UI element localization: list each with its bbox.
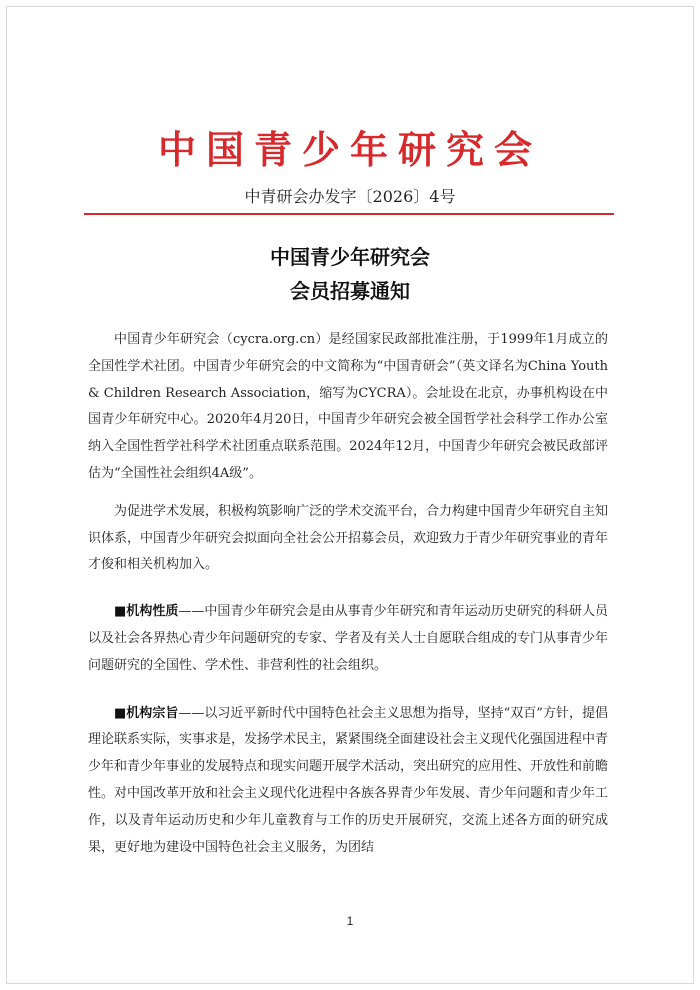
red-divider-rule (84, 213, 614, 215)
section-purpose (88, 701, 608, 862)
notice-title (0, 240, 700, 308)
section-purpose-title: ■机构宗旨 (114, 705, 179, 721)
notice-body (88, 327, 608, 861)
section-nature-text: ——中国青少年研究会是由从事青少年研究和青年运动历史研究的科研人员以及社会各界热心青少年问题研究的专家、学者及有关人士自愿联合组成的专门从事青少年问题研究的全国性、学术性、非营利性的社会组织。 (88, 604, 609, 673)
org-header: 中国青少年研究会 (157, 127, 542, 172)
section-purpose-text: ——以习近平新时代中国特色社会主义思想为指导，坚持“双百”方针，提倡理论联系实际，实事求是，发扬学术民主，紧紧围绕全面建设社会主义现代化强国进程中青少年和青少年事业的发展特点和现实问题开展学术活动，突出研究的应用性、开放性和前瞻性。对中国改革开放和社会主义现代化进程中各族各界青少年发展、青少年问题和青少年工作，以及青年运动历史和少年儿童教育与工作的历史开展研究，交流上述各方面的研究成果，更好地为建设中国特色社会主义服务，为团结 (88, 705, 609, 855)
page-number: 1 (346, 914, 354, 928)
section-nature (88, 599, 608, 679)
recruitment-paragraph: 为促进学术发展，积极构筑影响广泛的学术交流平台，合力构建中国青少年研究自主知识体系，中国青少年研究会拟面向全社会公开招募会员，欢迎致力于青少年研究事业的青年才俊和相关机构加入。 (88, 503, 609, 573)
document-number: 中青研会办发字〔2026〕4号 (244, 187, 456, 206)
title-line-1: 中国青少年研究会 (270, 245, 430, 269)
section-nature-title: ■机构性质 (114, 604, 179, 620)
intro-paragraph: 中国青少年研究会（cycra.org.cn）是经国家民政部批准注册，于1999年1月成立的全国性学术社团。中国青少年研究会的中文简称为“中国青研会”（英文译名为China Youth & Children Research Association，缩写为CYCRA）。会址设在北京，办事机构设在中国青少年研究中心。2020年4月20日，中国青少年研究会被全国哲学社会科学工作办公室纳入全国性哲学社科学术社团重点联系范围。2024年12月，中国青少年研究会被民政部评估为“全国性社会组织4A级”。 (88, 332, 608, 481)
title-line-2: 会员招募通知 (290, 279, 410, 303)
